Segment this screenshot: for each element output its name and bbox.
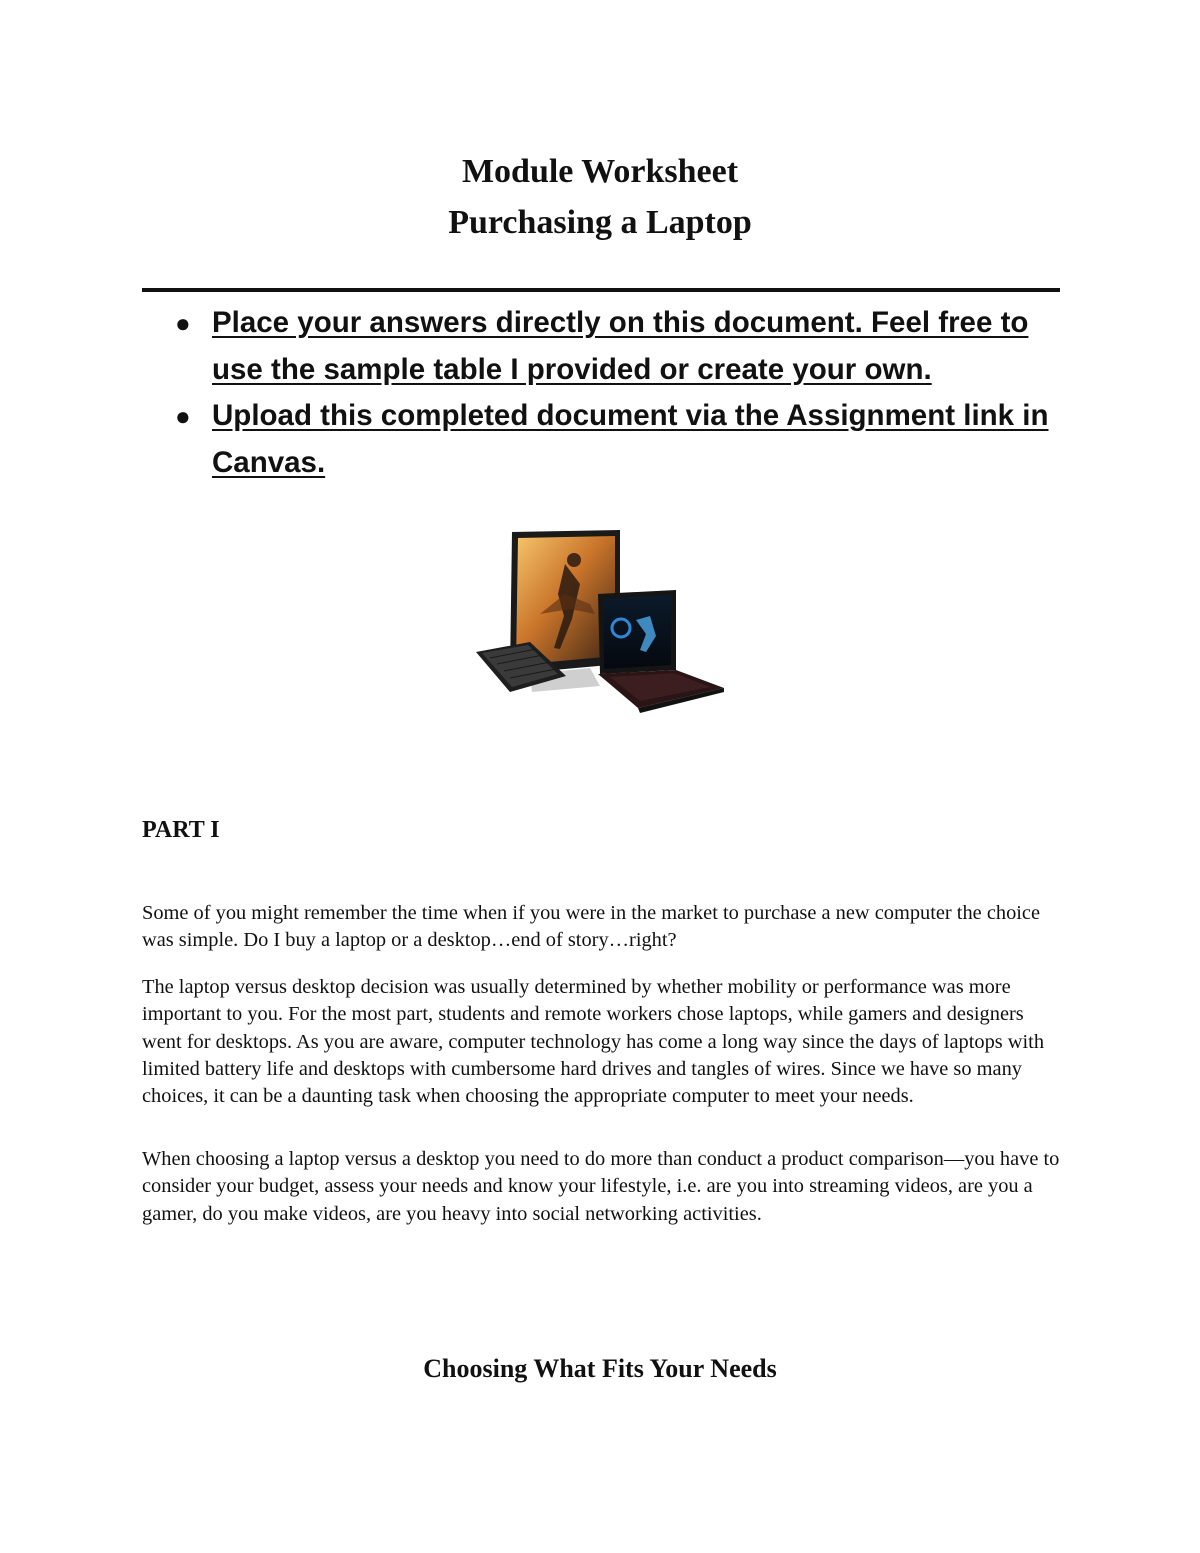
paragraph: When choosing a laptop versus a desktop you need to do more than conduct a product comparison—you have to consider your budget, assess your needs and know your lifestyle, i.e. are you into streaming videos, are you a gamer, do you make videos, are you heavy into social networking activities. xyxy=(142,1148,1060,1225)
section-heading: PART I xyxy=(142,817,220,843)
instructions-list xyxy=(142,300,1060,486)
title-divider xyxy=(142,288,1060,292)
document-subtitle: Purchasing a Laptop xyxy=(448,204,752,241)
bullet-icon: ● xyxy=(175,308,191,338)
paragraph: The laptop versus desktop decision was usually determined by whether mobility or performance was more important to you. For the most part, students and remote workers chose laptops, while gamers and designers went for desktops. As you are aware, computer technology has come a long way since the days of laptops with limited battery life and desktops with cumbersome hard drives and tangles of wires. Since we have so many choices, it can be a daunting task when choosing the appropriate computer to meet your needs. xyxy=(142,976,1045,1108)
instruction-text: Place your answers directly on this document. Feel free to use the sample table I provided or create your own. xyxy=(212,306,1029,386)
paragraph: Some of you might remember the time when if you were in the market to purchase a new computer the choice was simple. Do I buy a laptop or a desktop…end of story…right? xyxy=(142,902,1041,952)
computers-illustration xyxy=(470,524,732,714)
instruction-text: Upload this completed document via the Assignment link in Canvas. xyxy=(212,399,1049,479)
desktop-and-laptop-image xyxy=(470,524,732,714)
bullet-icon: ● xyxy=(175,401,191,431)
instruction-item xyxy=(142,300,1060,393)
subheading: Choosing What Fits Your Needs xyxy=(423,1354,777,1383)
instruction-item xyxy=(142,393,1060,486)
document-title: Module Worksheet xyxy=(461,153,739,190)
